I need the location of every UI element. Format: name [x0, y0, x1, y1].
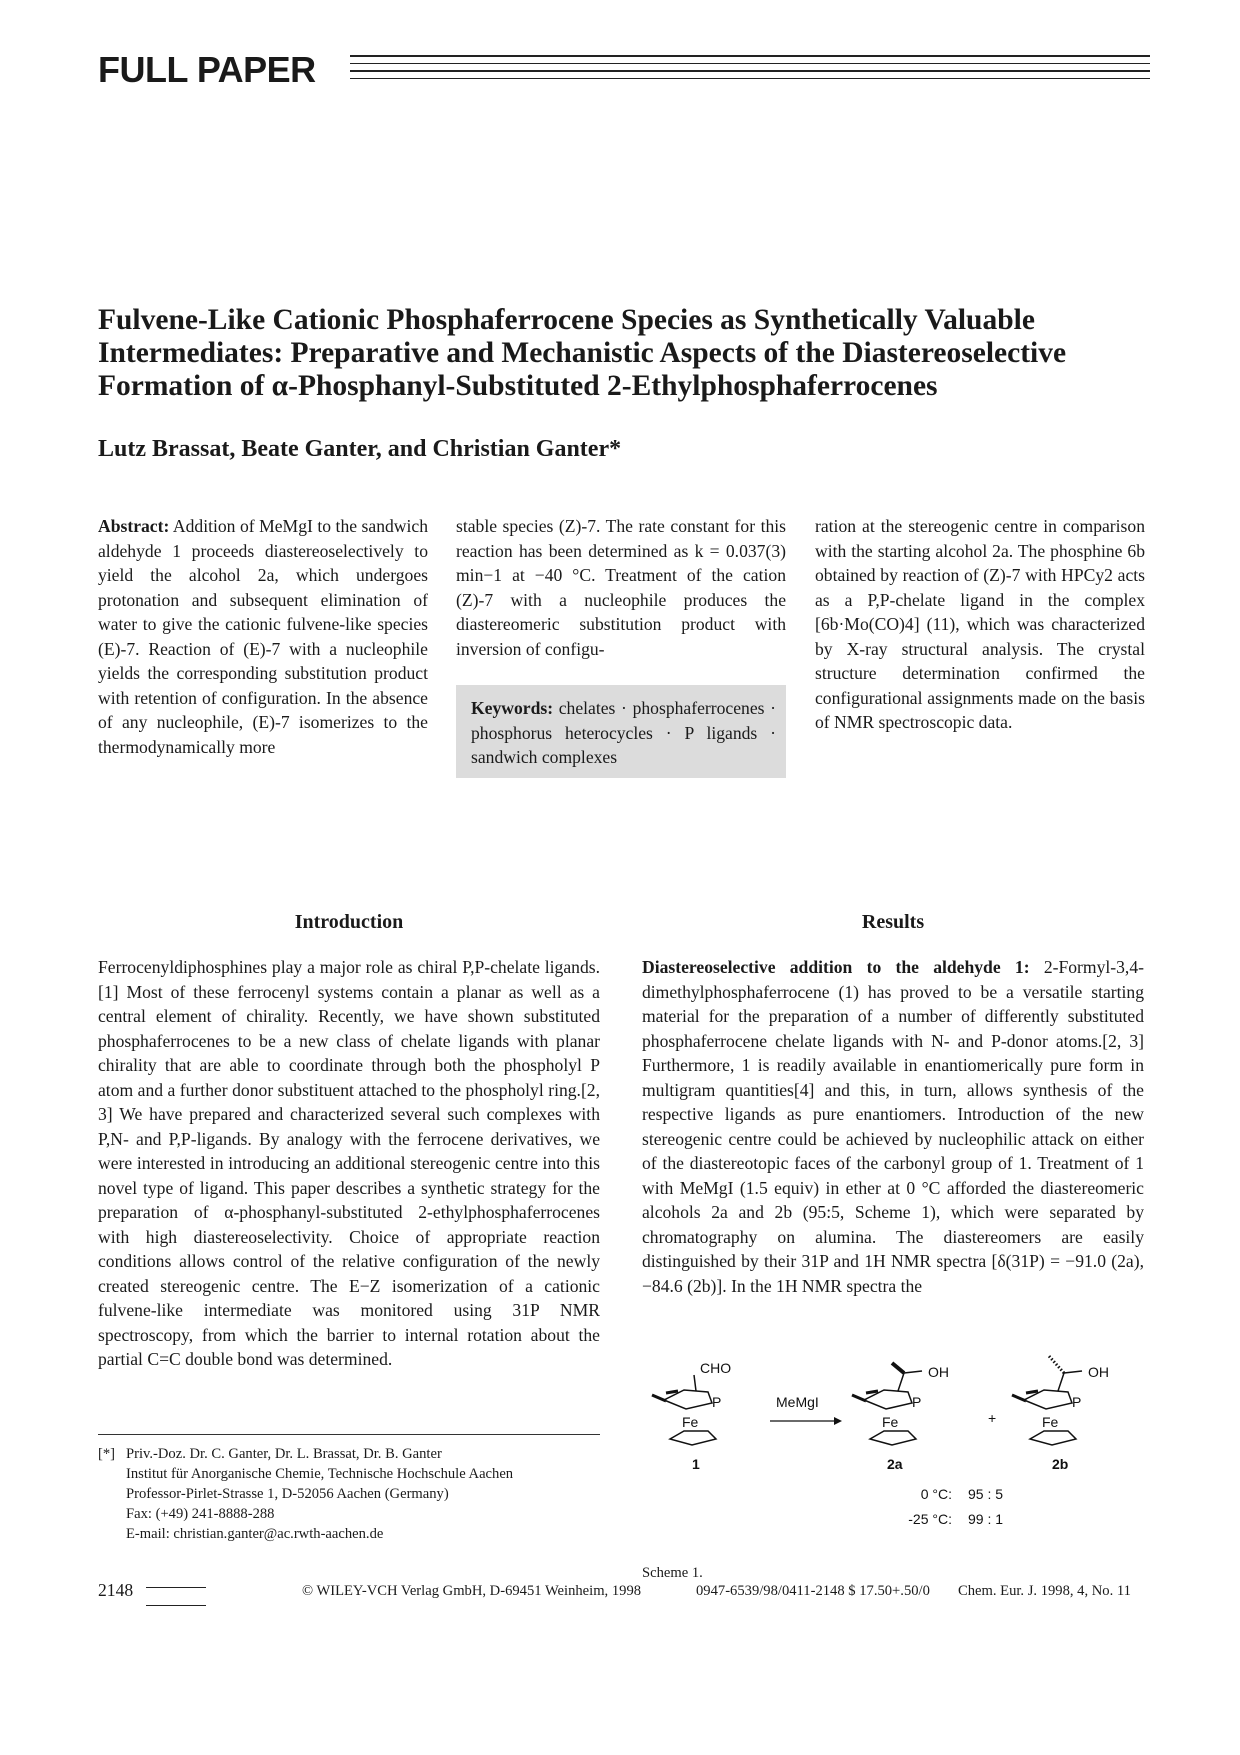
p-label: P [712, 1394, 722, 1410]
abstract-text-2: stable species (Z)-7. The rate constant for this reaction has been determined as k = 0.037(3) min−1 at −40 °C. Treatment of the cation (Z)-7 with a nucleophile produces the diastereomeric substitution product with inversion of configu- [456, 516, 786, 659]
title-line-1: Fulvene-Like Cationic Phosphaferrocene Species as Synthetically Valuable [98, 304, 1035, 336]
abstract-label: Abstract: [98, 516, 170, 536]
structure-1 [652, 1360, 731, 1472]
introduction-heading: Introduction [294, 911, 404, 933]
p-label: P [912, 1394, 922, 1410]
issn-code: 0947-6539/98/0411-2148 $ 17.50+.50/0 [696, 1583, 930, 1599]
section-label: FULL PAPER [98, 49, 316, 90]
abstract-column-1 [98, 514, 428, 759]
cho-label: CHO [700, 1360, 732, 1376]
abstract-column-2 [456, 514, 786, 661]
abstract-text-3: ration at the stereogenic centre in comparison with the starting alcohol 2a. The phosphine 6b obtained by reaction of (Z)-7 with HPCy2 acts as a P,P-chelate ligand in the complex [6b·Mo(CO)4] (11), which was characterized by X-ray structural analysis. The crystal structure determination confirmed the configurational assignments made on the basis of NMR spectroscopic data. [815, 516, 1145, 732]
fe-label: Fe [882, 1414, 899, 1430]
oh-label: OH [1088, 1364, 1109, 1380]
fe-label: Fe [1042, 1414, 1059, 1430]
fe-label: Fe [682, 1414, 699, 1430]
scheme-1-figure [642, 1345, 1144, 1560]
compound-1-label: 1 [692, 1456, 700, 1472]
structure-2b [1012, 1355, 1109, 1472]
page-number-rule [146, 1605, 206, 1606]
introduction-text: Ferrocenyldiphosphines play a major role as chiral P,P-chelate ligands.[1] Most of these ferrocenyl systems contain a planar as well as a central element of chirality. Recently, we have shown substituted phosphaferrocenes to be a new class of chelate ligands with planar chirality that are able to coordinate through both the phospholyl P atom and a further donor substituent attached to the phospholyl ring.[2, 3] We have prepared and characterized several such complexes with P,N- and P,P-ligands. By analogy with the ferrocene derivatives, we were interested in introducing an additional stereogenic centre into this novel type of ligand. This paper describes a synthetic strategy for the preparation of α-phosphanyl-substituted 2-ethylphosphaferrocenes with high diastereoselectivity. Choice of appropriate reaction conditions allows control of the relative configuration of the newly created stereogenic centre. The E−Z isomerization of a cationic fulvene-like intermediate was monitored using 31P NMR spectroscopy, from which the barrier to internal rotation about the partial C=C double bond was determined. [98, 957, 600, 1369]
reagent-label: MeMgI [776, 1394, 819, 1410]
keywords-box [456, 685, 786, 778]
ratio-value-1: 95 : 5 [968, 1486, 1004, 1502]
keywords-label: Keywords: [471, 698, 554, 718]
keywords-text: chelates · phosphaferrocenes · phosphorus heterocycles · P ligands · sandwich complexes [471, 698, 776, 767]
results-subheading: Diastereoselective addition to the aldehyde 1: [642, 957, 1030, 977]
results-heading: Results [861, 911, 925, 933]
copyright-notice: © WILEY-VCH Verlag GmbH, D-69451 Weinheim, 1998 [302, 1583, 642, 1599]
structure-2a [852, 1363, 949, 1472]
results-body: 2-Formyl-3,4-dimethylphosphaferrocene (1) has proved to be a versatile starting material for the preparation of a number of differently substituted phosphaferrocene chelate ligands with N- and P-donor atoms.[2, 3] Furthermore, 1 is readily available in enantiomerically pure form in multigram quantities[4] and this, in turn, allows synthesis of the respective ligands as pure enantiomers. Introduction of the new stereogenic centre could be achieved by nucleophilic attack on either of the diastereotopic faces of the carbonyl group of 1. Treatment of 1 with MeMgI (1.5 equiv) in ether at 0 °C afforded the diastereomeric alcohols 2a and 2b (95:5, Scheme 1), which were separated by chromatography on alumina. The diastereomers are easily distinguished by their 31P and 1H NMR spectra [δ(31P) = −91.0 (2a), −84.6 (2b)]. In the 1H NMR spectra the [642, 957, 1144, 1296]
footnote-line: Priv.-Doz. Dr. C. Ganter, Dr. L. Brassat, Dr. B. Ganter [126, 1446, 442, 1462]
keywords [471, 696, 776, 770]
compound-2a-label: 2a [887, 1456, 903, 1472]
page-number-rule [146, 1587, 206, 1588]
p-label: P [1072, 1394, 1082, 1410]
title-line-3: Formation of α-Phosphanyl-Substituted 2-Ethylphosphaferrocenes [98, 370, 938, 402]
author-footnote [98, 1444, 600, 1544]
title-line-2: Intermediates: Preparative and Mechanistic Aspects of the Diastereoselective [98, 337, 1067, 369]
ratio-value-2: 99 : 1 [968, 1511, 1004, 1527]
oh-label: OH [928, 1364, 949, 1380]
author-list: Lutz Brassat, Beate Ganter, and Christian Ganter* [98, 436, 622, 462]
footnote-line: E-mail: christian.ganter@ac.rwth-aachen.de [126, 1526, 384, 1542]
results-text [642, 955, 1144, 1298]
ratio-temp-2: -25 °C: [908, 1511, 952, 1527]
journal-citation: Chem. Eur. J. 1998, 4, No. 11 [958, 1583, 1131, 1599]
paper-title [98, 304, 1158, 403]
footnote-line: Professor-Pirlet-Strasse 1, D-52056 Aachen (Germany) [126, 1486, 449, 1502]
scheme-caption: Scheme 1. [642, 1565, 703, 1581]
plus-sign: + [988, 1410, 997, 1426]
compound-2b-label: 2b [1052, 1456, 1069, 1472]
abstract-column-3 [815, 514, 1145, 735]
ratio-temp-1: 0 °C: [920, 1486, 952, 1502]
footnote-line: Institut für Anorganische Chemie, Technische Hochschule Aachen [126, 1466, 514, 1482]
abstract-text-1: Addition of MeMgI to the sandwich aldehyde 1 proceeds diastereoselectively to yield the alcohol 2a, which undergoes protonation and subsequent elimination of water to give the cationic fulvene-like species (E)-7. Reaction of (E)-7 with a nucleophile yields the corresponding substitution product with retention of configuration. In the absence of any nucleophile, (E)-7 isomerizes to the thermodynamically more [98, 516, 428, 757]
footnote-divider [98, 1434, 600, 1435]
header-rules [350, 55, 1150, 83]
page-number: 2148 [98, 1580, 134, 1600]
footnote-line: Fax: (+49) 241-8888-288 [126, 1506, 275, 1522]
footnote-mark: [*] [98, 1446, 116, 1462]
